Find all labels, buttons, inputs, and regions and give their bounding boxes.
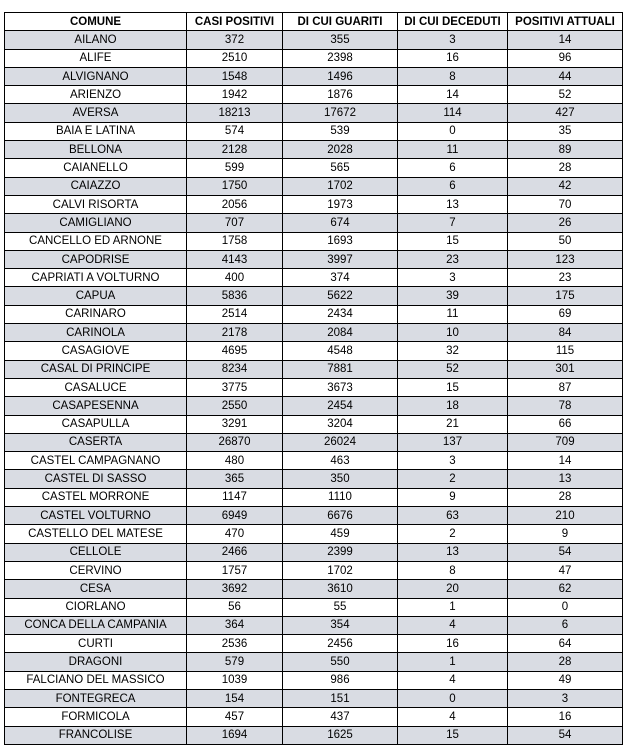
cell-comune: CURTI xyxy=(5,635,187,653)
cell-casi-positivi: 26870 xyxy=(187,433,283,451)
cell-positivi-attuali: 0 xyxy=(508,598,623,616)
cell-deceduti: 10 xyxy=(398,324,508,342)
cell-guariti: 459 xyxy=(283,525,398,543)
cell-deceduti: 4 xyxy=(398,708,508,726)
cell-casi-positivi: 56 xyxy=(187,598,283,616)
cell-positivi-attuali: 16 xyxy=(508,708,623,726)
cell-comune: ALVIGNANO xyxy=(5,67,187,85)
cell-guariti: 1876 xyxy=(283,86,398,104)
table-row xyxy=(5,159,623,177)
cell-deceduti: 3 xyxy=(398,452,508,470)
cell-guariti: 151 xyxy=(283,689,398,707)
table-row xyxy=(5,598,623,616)
cell-positivi-attuali: 62 xyxy=(508,580,623,598)
cell-casi-positivi: 154 xyxy=(187,689,283,707)
table-row xyxy=(5,708,623,726)
cell-positivi-attuali: 78 xyxy=(508,397,623,415)
header-row xyxy=(5,13,623,31)
cell-deceduti: 0 xyxy=(398,689,508,707)
cell-guariti: 1496 xyxy=(283,67,398,85)
cell-positivi-attuali: 35 xyxy=(508,122,623,140)
cell-casi-positivi: 2536 xyxy=(187,635,283,653)
cell-comune: CAIAZZO xyxy=(5,177,187,195)
cell-comune: CALVI RISORTA xyxy=(5,195,187,213)
cell-deceduti: 4 xyxy=(398,671,508,689)
cell-comune: FALCIANO DEL MASSICO xyxy=(5,671,187,689)
cell-guariti: 986 xyxy=(283,671,398,689)
cell-casi-positivi: 3775 xyxy=(187,378,283,396)
cell-comune: CIORLANO xyxy=(5,598,187,616)
cell-positivi-attuali: 175 xyxy=(508,287,623,305)
table-row xyxy=(5,580,623,598)
table-row xyxy=(5,507,623,525)
table-row xyxy=(5,67,623,85)
table-row xyxy=(5,269,623,287)
cell-comune: CASAL DI PRINCIPE xyxy=(5,360,187,378)
cell-deceduti: 2 xyxy=(398,525,508,543)
cell-guariti: 2028 xyxy=(283,141,398,159)
cell-casi-positivi: 18213 xyxy=(187,104,283,122)
cell-comune: CAPODRISE xyxy=(5,250,187,268)
cell-positivi-attuali: 115 xyxy=(508,342,623,360)
cell-deceduti: 3 xyxy=(398,31,508,49)
table-body xyxy=(5,31,623,745)
cell-guariti: 2399 xyxy=(283,543,398,561)
cell-positivi-attuali: 28 xyxy=(508,653,623,671)
table-row xyxy=(5,214,623,232)
cell-positivi-attuali: 6 xyxy=(508,616,623,634)
cell-comune: CASALUCE xyxy=(5,378,187,396)
cell-comune: CELLOLE xyxy=(5,543,187,561)
table-row xyxy=(5,232,623,250)
cell-casi-positivi: 707 xyxy=(187,214,283,232)
cell-guariti: 3997 xyxy=(283,250,398,268)
cell-positivi-attuali: 96 xyxy=(508,49,623,67)
cell-positivi-attuali: 87 xyxy=(508,378,623,396)
table-row xyxy=(5,49,623,67)
cell-guariti: 6676 xyxy=(283,507,398,525)
cell-comune: CASTEL DI SASSO xyxy=(5,470,187,488)
table-row xyxy=(5,31,623,49)
cell-deceduti: 23 xyxy=(398,250,508,268)
cell-positivi-attuali: 47 xyxy=(508,561,623,579)
cell-comune: CASTEL CAMPAGNANO xyxy=(5,452,187,470)
cell-guariti: 1973 xyxy=(283,195,398,213)
cell-casi-positivi: 1758 xyxy=(187,232,283,250)
cell-comune: BELLONA xyxy=(5,141,187,159)
header-comune: COMUNE xyxy=(5,13,187,31)
table-row xyxy=(5,397,623,415)
cell-positivi-attuali: 28 xyxy=(508,488,623,506)
cell-casi-positivi: 2466 xyxy=(187,543,283,561)
cell-guariti: 3204 xyxy=(283,415,398,433)
table-row xyxy=(5,141,623,159)
cell-guariti: 1702 xyxy=(283,177,398,195)
cell-casi-positivi: 3692 xyxy=(187,580,283,598)
cell-comune: CAPRIATI A VOLTURNO xyxy=(5,269,187,287)
cell-guariti: 55 xyxy=(283,598,398,616)
cell-positivi-attuali: 23 xyxy=(508,269,623,287)
cell-deceduti: 20 xyxy=(398,580,508,598)
cell-deceduti: 13 xyxy=(398,195,508,213)
cell-casi-positivi: 480 xyxy=(187,452,283,470)
cell-deceduti: 15 xyxy=(398,232,508,250)
cell-deceduti: 8 xyxy=(398,67,508,85)
cell-positivi-attuali: 709 xyxy=(508,433,623,451)
cell-casi-positivi: 470 xyxy=(187,525,283,543)
cell-deceduti: 1 xyxy=(398,598,508,616)
table-row xyxy=(5,415,623,433)
cell-positivi-attuali: 26 xyxy=(508,214,623,232)
table-row xyxy=(5,86,623,104)
cell-comune: BAIA E LATINA xyxy=(5,122,187,140)
cell-deceduti: 6 xyxy=(398,159,508,177)
table-row xyxy=(5,689,623,707)
cell-casi-positivi: 1039 xyxy=(187,671,283,689)
cell-deceduti: 39 xyxy=(398,287,508,305)
table-row xyxy=(5,726,623,744)
cell-deceduti: 7 xyxy=(398,214,508,232)
cell-guariti: 3673 xyxy=(283,378,398,396)
cell-deceduti: 63 xyxy=(398,507,508,525)
cell-casi-positivi: 2056 xyxy=(187,195,283,213)
cell-comune: CANCELLO ED ARNONE xyxy=(5,232,187,250)
cell-deceduti: 18 xyxy=(398,397,508,415)
cell-positivi-attuali: 123 xyxy=(508,250,623,268)
table-row xyxy=(5,616,623,634)
cell-positivi-attuali: 54 xyxy=(508,543,623,561)
cell-casi-positivi: 1694 xyxy=(187,726,283,744)
cell-comune: CASAPULLA xyxy=(5,415,187,433)
cell-guariti: 463 xyxy=(283,452,398,470)
cell-comune: CASTELLO DEL MATESE xyxy=(5,525,187,543)
cell-casi-positivi: 2550 xyxy=(187,397,283,415)
cell-deceduti: 8 xyxy=(398,561,508,579)
cell-deceduti: 4 xyxy=(398,616,508,634)
cell-guariti: 674 xyxy=(283,214,398,232)
cell-comune: AILANO xyxy=(5,31,187,49)
cell-guariti: 374 xyxy=(283,269,398,287)
cell-positivi-attuali: 9 xyxy=(508,525,623,543)
cell-comune: CASAPESENNA xyxy=(5,397,187,415)
header-positivi-attuali: POSITIVI ATTUALI xyxy=(508,13,623,31)
cell-deceduti: 1 xyxy=(398,653,508,671)
cell-deceduti: 14 xyxy=(398,86,508,104)
cell-positivi-attuali: 70 xyxy=(508,195,623,213)
cell-positivi-attuali: 28 xyxy=(508,159,623,177)
cell-comune: CASAGIOVE xyxy=(5,342,187,360)
table-row xyxy=(5,543,623,561)
cell-positivi-attuali: 14 xyxy=(508,31,623,49)
table-row xyxy=(5,104,623,122)
cell-positivi-attuali: 84 xyxy=(508,324,623,342)
covid-table-sheet xyxy=(4,12,623,745)
cell-casi-positivi: 1147 xyxy=(187,488,283,506)
table-row xyxy=(5,653,623,671)
cell-guariti: 17672 xyxy=(283,104,398,122)
table-row xyxy=(5,452,623,470)
cell-deceduti: 16 xyxy=(398,49,508,67)
table-row xyxy=(5,195,623,213)
cell-deceduti: 15 xyxy=(398,726,508,744)
cell-casi-positivi: 6949 xyxy=(187,507,283,525)
cell-deceduti: 114 xyxy=(398,104,508,122)
cell-deceduti: 15 xyxy=(398,378,508,396)
cell-deceduti: 3 xyxy=(398,269,508,287)
cell-deceduti: 6 xyxy=(398,177,508,195)
cell-positivi-attuali: 50 xyxy=(508,232,623,250)
cell-positivi-attuali: 66 xyxy=(508,415,623,433)
table-row xyxy=(5,177,623,195)
header-deceduti: DI CUI DECEDUTI xyxy=(398,13,508,31)
header-guariti: DI CUI GUARITI xyxy=(283,13,398,31)
cell-positivi-attuali: 69 xyxy=(508,305,623,323)
cell-comune: CAMIGLIANO xyxy=(5,214,187,232)
cell-deceduti: 137 xyxy=(398,433,508,451)
cell-casi-positivi: 4143 xyxy=(187,250,283,268)
cell-guariti: 1625 xyxy=(283,726,398,744)
cell-casi-positivi: 1757 xyxy=(187,561,283,579)
cell-casi-positivi: 400 xyxy=(187,269,283,287)
cell-casi-positivi: 2178 xyxy=(187,324,283,342)
cell-comune: FONTEGRECA xyxy=(5,689,187,707)
table-row xyxy=(5,287,623,305)
cell-guariti: 2456 xyxy=(283,635,398,653)
cell-guariti: 354 xyxy=(283,616,398,634)
cell-guariti: 2434 xyxy=(283,305,398,323)
cell-comune: CARINOLA xyxy=(5,324,187,342)
cell-deceduti: 11 xyxy=(398,141,508,159)
cell-deceduti: 32 xyxy=(398,342,508,360)
table-row xyxy=(5,342,623,360)
cell-comune: AVERSA xyxy=(5,104,187,122)
table-row xyxy=(5,250,623,268)
cell-comune: CARINARO xyxy=(5,305,187,323)
cell-guariti: 1110 xyxy=(283,488,398,506)
table-row xyxy=(5,360,623,378)
cell-positivi-attuali: 3 xyxy=(508,689,623,707)
table-row xyxy=(5,488,623,506)
table-row xyxy=(5,470,623,488)
cell-guariti: 355 xyxy=(283,31,398,49)
cell-guariti: 565 xyxy=(283,159,398,177)
cell-casi-positivi: 579 xyxy=(187,653,283,671)
table-row xyxy=(5,671,623,689)
cell-casi-positivi: 2128 xyxy=(187,141,283,159)
table-row xyxy=(5,433,623,451)
cell-comune: DRAGONI xyxy=(5,653,187,671)
cell-casi-positivi: 1942 xyxy=(187,86,283,104)
cell-comune: ARIENZO xyxy=(5,86,187,104)
cell-comune: CASTEL MORRONE xyxy=(5,488,187,506)
cell-guariti: 350 xyxy=(283,470,398,488)
cell-deceduti: 9 xyxy=(398,488,508,506)
cell-comune: CESA xyxy=(5,580,187,598)
cell-positivi-attuali: 42 xyxy=(508,177,623,195)
cell-positivi-attuali: 13 xyxy=(508,470,623,488)
cell-positivi-attuali: 427 xyxy=(508,104,623,122)
covid-cases-table xyxy=(4,12,623,745)
cell-guariti: 4548 xyxy=(283,342,398,360)
cell-deceduti: 0 xyxy=(398,122,508,140)
cell-guariti: 2398 xyxy=(283,49,398,67)
cell-casi-positivi: 2514 xyxy=(187,305,283,323)
table-row xyxy=(5,378,623,396)
cell-casi-positivi: 4695 xyxy=(187,342,283,360)
cell-comune: CAPUA xyxy=(5,287,187,305)
cell-comune: CASTEL VOLTURNO xyxy=(5,507,187,525)
cell-comune: FORMICOLA xyxy=(5,708,187,726)
cell-guariti: 5622 xyxy=(283,287,398,305)
cell-casi-positivi: 372 xyxy=(187,31,283,49)
table-row xyxy=(5,324,623,342)
cell-comune: CASERTA xyxy=(5,433,187,451)
cell-guariti: 2084 xyxy=(283,324,398,342)
cell-guariti: 3610 xyxy=(283,580,398,598)
cell-casi-positivi: 1750 xyxy=(187,177,283,195)
cell-positivi-attuali: 301 xyxy=(508,360,623,378)
table-row xyxy=(5,635,623,653)
cell-deceduti: 21 xyxy=(398,415,508,433)
cell-comune: ALIFE xyxy=(5,49,187,67)
cell-casi-positivi: 3291 xyxy=(187,415,283,433)
cell-positivi-attuali: 210 xyxy=(508,507,623,525)
cell-casi-positivi: 574 xyxy=(187,122,283,140)
cell-casi-positivi: 2510 xyxy=(187,49,283,67)
table-row xyxy=(5,561,623,579)
cell-deceduti: 11 xyxy=(398,305,508,323)
cell-casi-positivi: 457 xyxy=(187,708,283,726)
table-row xyxy=(5,122,623,140)
cell-guariti: 1702 xyxy=(283,561,398,579)
table-row xyxy=(5,525,623,543)
cell-casi-positivi: 365 xyxy=(187,470,283,488)
cell-positivi-attuali: 52 xyxy=(508,86,623,104)
cell-deceduti: 2 xyxy=(398,470,508,488)
cell-guariti: 437 xyxy=(283,708,398,726)
cell-guariti: 550 xyxy=(283,653,398,671)
cell-casi-positivi: 599 xyxy=(187,159,283,177)
cell-casi-positivi: 8234 xyxy=(187,360,283,378)
cell-comune: FRANCOLISE xyxy=(5,726,187,744)
cell-positivi-attuali: 64 xyxy=(508,635,623,653)
header-casi-positivi: CASI POSITIVI xyxy=(187,13,283,31)
cell-casi-positivi: 364 xyxy=(187,616,283,634)
cell-comune: CAIANELLO xyxy=(5,159,187,177)
cell-guariti: 1693 xyxy=(283,232,398,250)
cell-deceduti: 52 xyxy=(398,360,508,378)
cell-casi-positivi: 5836 xyxy=(187,287,283,305)
cell-positivi-attuali: 54 xyxy=(508,726,623,744)
cell-comune: CONCA DELLA CAMPANIA xyxy=(5,616,187,634)
cell-guariti: 539 xyxy=(283,122,398,140)
cell-positivi-attuali: 44 xyxy=(508,67,623,85)
cell-positivi-attuali: 89 xyxy=(508,141,623,159)
cell-casi-positivi: 1548 xyxy=(187,67,283,85)
cell-positivi-attuali: 14 xyxy=(508,452,623,470)
cell-guariti: 26024 xyxy=(283,433,398,451)
cell-guariti: 7881 xyxy=(283,360,398,378)
cell-guariti: 2454 xyxy=(283,397,398,415)
cell-positivi-attuali: 49 xyxy=(508,671,623,689)
cell-deceduti: 16 xyxy=(398,635,508,653)
cell-comune: CERVINO xyxy=(5,561,187,579)
cell-deceduti: 13 xyxy=(398,543,508,561)
table-row xyxy=(5,305,623,323)
